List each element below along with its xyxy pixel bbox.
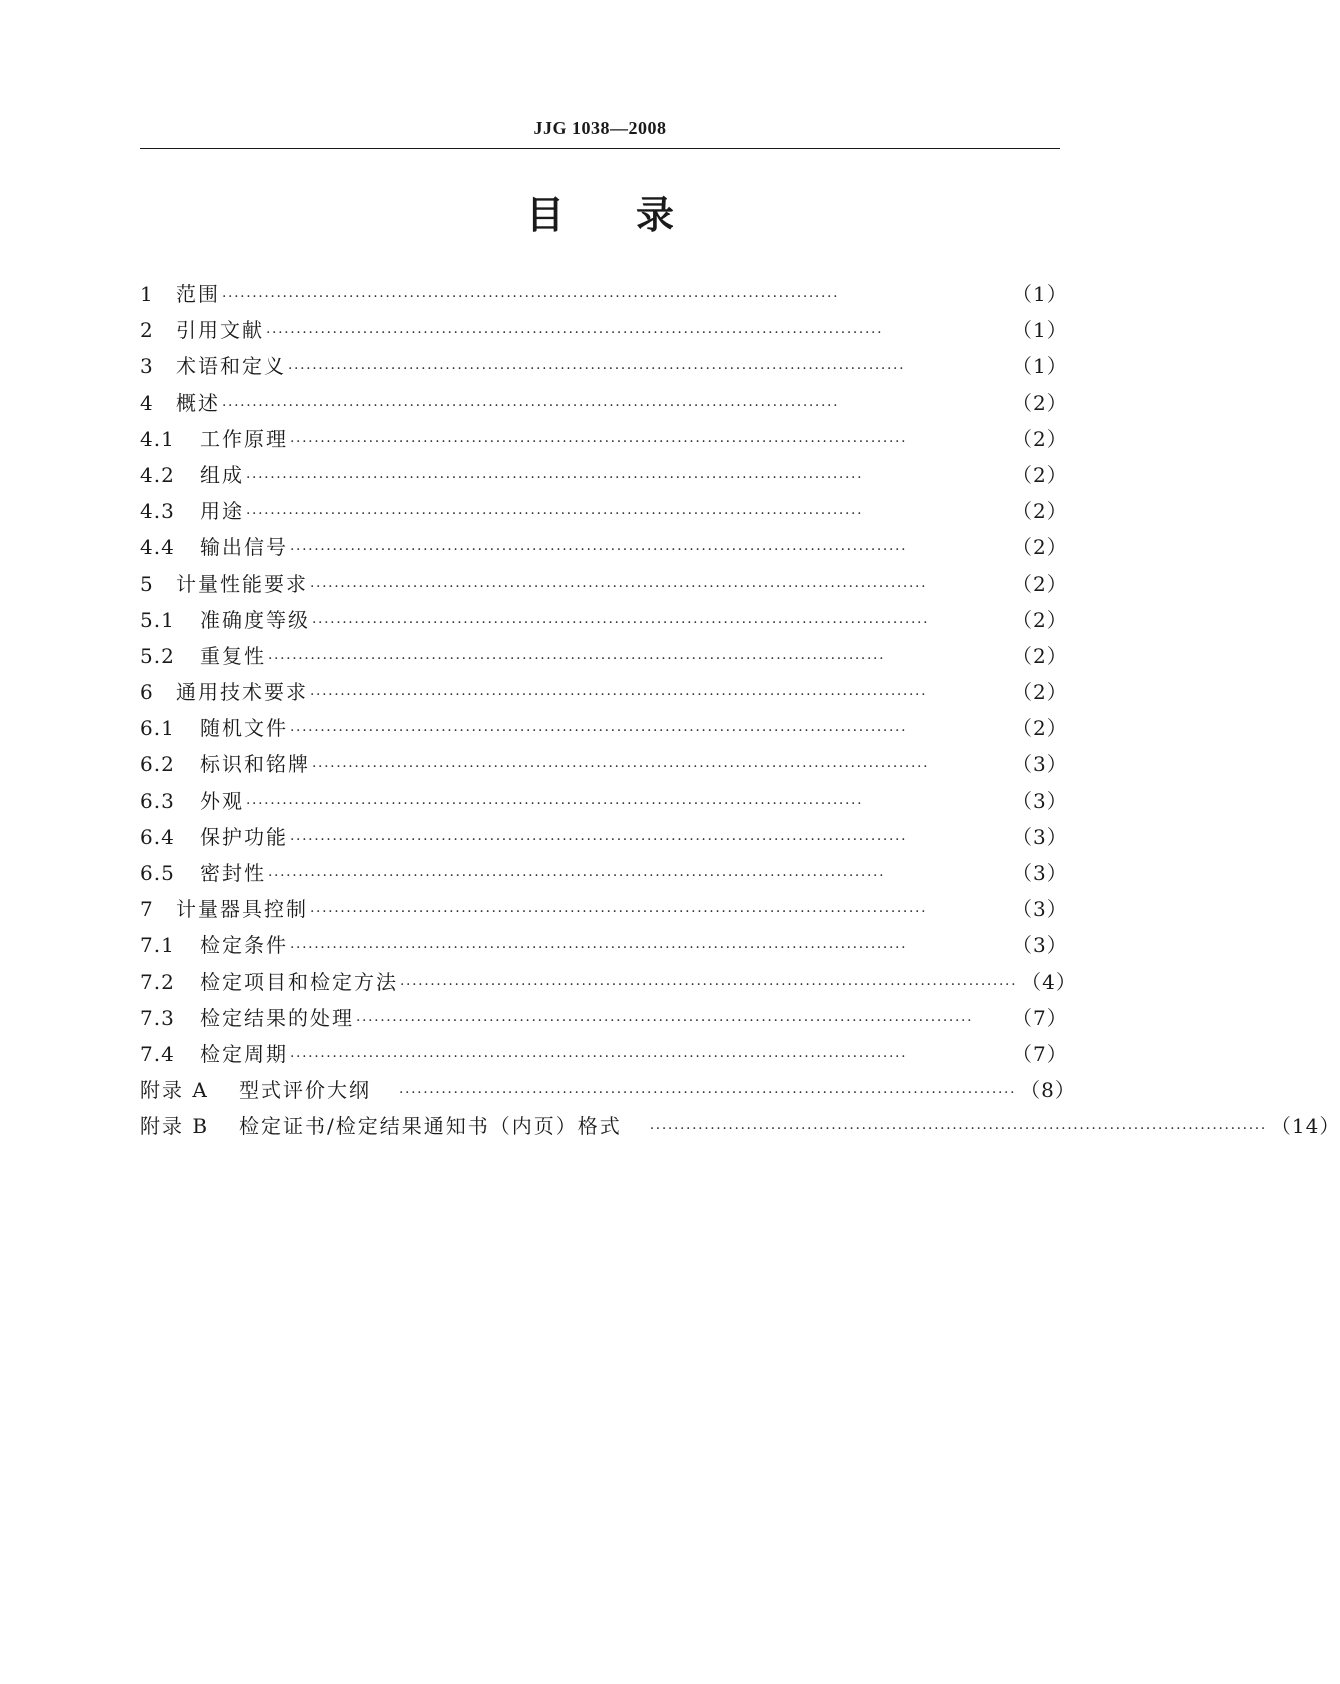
toc-entry-title: 计量性能要求 — [176, 571, 308, 596]
toc-entry-number: 7 — [140, 897, 154, 922]
toc-entry[interactable] — [140, 1002, 1068, 1038]
toc-entry[interactable] — [140, 459, 1068, 495]
toc-entry[interactable] — [140, 821, 1068, 857]
toc-entry-number: 6 — [140, 680, 154, 705]
toc-entry-number: 7.4 — [140, 1041, 175, 1066]
toc-entry-title: 检定结果的处理 — [200, 1005, 354, 1030]
toc-entry-page: （3） — [1012, 788, 1068, 813]
toc-entry-title: 检定证书/检定结果通知书（内页）格式 — [239, 1114, 622, 1139]
toc-entry-title: 范围 — [176, 282, 220, 306]
toc-entry[interactable] — [140, 495, 1068, 531]
toc-entry-title: 术语和定义 — [176, 354, 286, 379]
toc-entry-page: （14） — [1270, 1114, 1340, 1139]
toc-entry-title: 检定项目和检定方法 — [200, 969, 398, 994]
toc-dot-leader: ······································································································ — [246, 795, 864, 812]
toc-entry[interactable] — [140, 568, 1068, 604]
toc-entry-page: （4） — [1021, 969, 1077, 994]
toc-entry[interactable] — [140, 604, 1068, 640]
toc-entry-page: （1） — [1012, 354, 1068, 379]
toc-entry-page: （2） — [1012, 680, 1068, 705]
toc-entry-number: 7.1 — [140, 933, 175, 958]
page-title — [140, 193, 1060, 237]
toc-entry-number: 5 — [140, 571, 154, 596]
toc-entry-title: 计量器具控制 — [176, 897, 308, 922]
toc-entry[interactable] — [140, 929, 1068, 965]
page-title-char-1: 目 — [525, 193, 564, 237]
toc-entry-page: （3） — [1012, 752, 1068, 777]
toc-entry[interactable] — [140, 531, 1068, 567]
toc-dot-leader: ······································································································ — [400, 976, 1018, 993]
toc-entry-number: 1 — [140, 282, 154, 306]
toc-entry[interactable] — [140, 893, 1068, 929]
toc-dot-leader: ······································································································ — [356, 1012, 974, 1029]
toc-dot-leader: ······································································································ — [290, 1048, 908, 1065]
header-rule — [140, 148, 1060, 149]
toc-entry-number: 6.1 — [140, 716, 175, 741]
toc-entry-page: （8） — [1020, 1078, 1076, 1103]
toc-entry-title: 输出信号 — [200, 535, 288, 560]
toc-entry-page: （1） — [1012, 318, 1068, 343]
toc-entry[interactable] — [140, 387, 1068, 423]
toc-entry-title: 检定条件 — [200, 933, 288, 958]
toc-entry[interactable] — [140, 423, 1068, 459]
toc-dot-leader: ······································································································ — [310, 687, 928, 704]
toc-entry[interactable] — [140, 1110, 1340, 1146]
toc-entry[interactable] — [140, 1074, 1076, 1110]
toc-entry-number: 4.2 — [140, 462, 175, 487]
toc-entry-number: 4.4 — [140, 535, 175, 560]
page-title-char-2: 录 — [636, 193, 675, 237]
toc-dot-leader: ······································································································ — [288, 361, 906, 378]
toc-entry[interactable] — [140, 785, 1068, 821]
toc-entry-number: 6.2 — [140, 752, 175, 777]
toc-entry-number: 2 — [140, 318, 154, 343]
toc-dot-leader: ······································································································ — [310, 578, 928, 595]
toc-dot-leader: ······································································································ — [290, 723, 908, 740]
toc-entry-page: （3） — [1012, 824, 1068, 849]
toc-dot-leader: ······································································································ — [290, 940, 908, 957]
toc-entry-title: 密封性 — [200, 861, 266, 885]
toc-entry-page: （2） — [1012, 462, 1068, 487]
toc-dot-leader: ······································································································ — [246, 506, 864, 523]
toc-dot-leader: ······································································································ — [222, 397, 840, 414]
toc-entry-number: 附录 B — [140, 1114, 210, 1139]
toc-dot-leader: ······································································································ — [290, 542, 908, 559]
toc-entry-number: 6.5 — [140, 861, 175, 885]
toc-entry-number: 附录 A — [140, 1078, 209, 1103]
toc-entry-number: 5.1 — [140, 607, 175, 632]
toc-entry[interactable] — [140, 966, 1077, 1002]
toc-entry-title: 通用技术要求 — [176, 680, 308, 705]
toc-entry-title: 随机文件 — [200, 716, 288, 741]
toc-dot-leader: ······································································································ — [649, 1121, 1267, 1138]
toc-entry-page: （7） — [1012, 1005, 1068, 1030]
toc-entry-number: 7.2 — [140, 969, 175, 994]
toc-entry[interactable] — [140, 640, 1068, 676]
toc-dot-leader: ······································································································ — [310, 904, 928, 921]
toc-entry-number: 4.1 — [140, 426, 175, 451]
toc-entry-number: 6.3 — [140, 788, 175, 813]
toc-dot-leader: ······································································································ — [268, 868, 886, 884]
toc-entry-number: 4 — [140, 390, 154, 415]
toc-entry-title: 检定周期 — [200, 1041, 288, 1066]
toc-entry[interactable] — [140, 278, 1068, 314]
toc-entry[interactable] — [140, 350, 1068, 386]
toc-entry-page: （3） — [1012, 861, 1068, 885]
toc-entry-page: （3） — [1012, 897, 1068, 922]
toc-entry-title: 用途 — [200, 499, 244, 524]
toc-entry-number: 7.3 — [140, 1005, 175, 1030]
toc-dot-leader: ······································································································ — [312, 759, 930, 776]
toc-entry-number: 4.3 — [140, 499, 175, 524]
toc-dot-leader: ······································································································ — [290, 433, 908, 450]
table-of-contents — [140, 278, 1340, 1147]
toc-entry-title: 保护功能 — [200, 824, 288, 849]
toc-entry-page: （2） — [1012, 716, 1068, 741]
toc-entry-number: 6.4 — [140, 824, 175, 849]
toc-entry-title: 外观 — [200, 788, 244, 813]
toc-dot-leader: ······································································································ — [399, 1085, 1017, 1102]
toc-entry-page: （2） — [1012, 390, 1068, 415]
toc-entry-number: 3 — [140, 354, 154, 379]
toc-entry-page: （2） — [1012, 607, 1068, 632]
toc-entry-page: （2） — [1012, 643, 1068, 668]
toc-entry-title: 组成 — [200, 462, 244, 487]
toc-entry-page: （2） — [1012, 535, 1068, 560]
toc-entry-title: 标识和铭牌 — [200, 752, 310, 777]
toc-entry-title: 重复性 — [200, 643, 266, 668]
toc-entry-number: 5.2 — [140, 643, 175, 668]
toc-entry-title: 概述 — [176, 390, 220, 415]
toc-entry-title: 引用文献 — [176, 318, 264, 343]
toc-dot-leader: ······································································································ — [312, 614, 930, 631]
toc-entry-page: （2） — [1012, 499, 1068, 524]
toc-dot-leader: ······································································································ — [222, 289, 840, 305]
toc-entry[interactable] — [140, 1038, 1068, 1074]
toc-entry-title: 准确度等级 — [200, 607, 310, 632]
standard-code-header: JJG 1038—2008 — [533, 118, 667, 138]
toc-dot-leader: ······································································································ — [246, 469, 864, 486]
toc-entry-page: （1） — [1012, 282, 1068, 306]
toc-entry-title: 型式评价大纲 — [239, 1078, 371, 1103]
toc-entry-page: （3） — [1012, 933, 1068, 958]
toc-entry-page: （7） — [1012, 1041, 1068, 1066]
toc-entry[interactable] — [140, 676, 1068, 712]
toc-entry[interactable] — [140, 712, 1068, 748]
toc-entry[interactable] — [140, 314, 1068, 350]
toc-entry[interactable] — [140, 748, 1068, 784]
toc-dot-leader: ······································································································ — [290, 831, 908, 848]
toc-entry[interactable] — [140, 857, 1068, 893]
toc-entry-page: （2） — [1012, 426, 1068, 451]
toc-dot-leader: ······································································································ — [266, 325, 884, 342]
toc-entry-page: （2） — [1012, 571, 1068, 596]
toc-dot-leader: ······································································································ — [268, 650, 886, 667]
toc-entry-title: 工作原理 — [200, 426, 288, 451]
